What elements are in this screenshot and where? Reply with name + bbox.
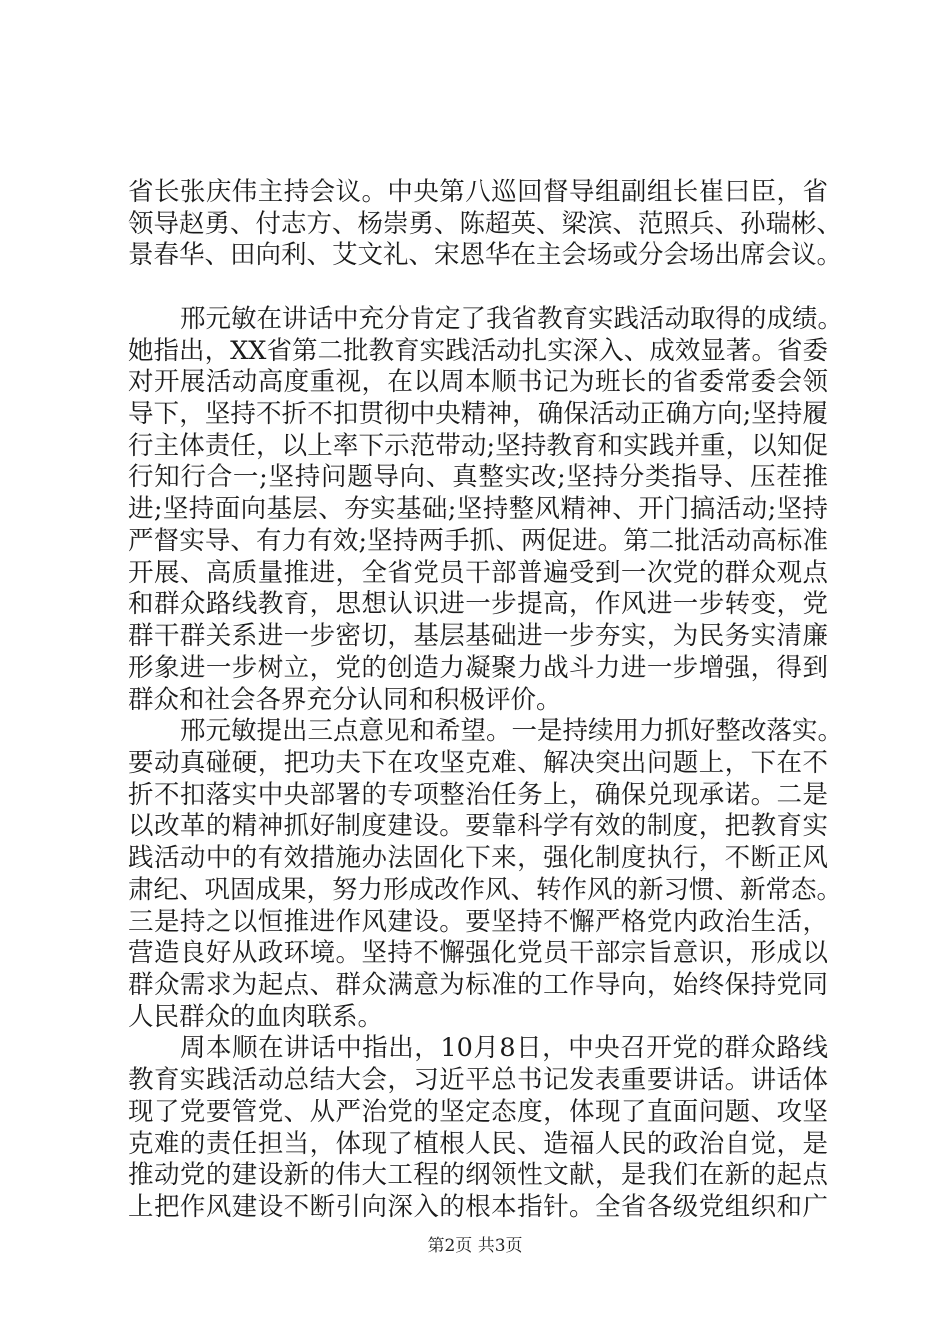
text-line: 推动党的建设新的伟大工程的纲领性文献，是我们在新的起点 [128,1160,828,1191]
text-line: 省长张庆伟主持会议。中央第八巡回督导组副组长崔曰臣，省 [128,177,828,207]
paragraph-first-line: 邢元敏在讲话中充分肯定了我省教育实践活动取得的成绩。 [180,303,844,334]
text-line: 折不扣落实中央部署的专项整治任务上，确保兑现承诺。二是 [128,779,828,810]
text-line: 三是持之以恒推进作风建设。要坚持不懈严格党内政治生活， [128,906,828,937]
text-line: 现了党要管党、从严治党的坚定态度，体现了直面问题、攻坚 [128,1096,828,1127]
text-line: 群众需求为起点、群众满意为标准的工作导向，始终保持党同 [128,969,828,1000]
text-line: 肃纪、巩固成果，努力形成改作风、转作风的新习惯、新常态。 [128,874,843,905]
text-line: 严督实导、有力有效;坚持两手抓、两促进。第二批活动高标准 [128,525,828,556]
text-line: 对开展活动高度重视，在以周本顺书记为班长的省委常委会领 [128,367,828,398]
text-line: 群众和社会各界充分认同和积极评价。 [128,684,562,715]
text-line: 她指出，XX省第二批教育实践活动扎实深入、成效显著。省委 [128,335,828,366]
text-line: 领导赵勇、付志方、杨崇勇、陈超英、梁滨、范照兵、孙瑞彬、 [128,208,843,239]
page-number-footer: 第2页 共3页 [427,1236,523,1256]
text-line: 开展、高质量推进，全省党员干部普遍受到一次党的群众观点 [128,557,828,588]
text-line: 教育实践活动总结大会，习近平总书记发表重要讲话。讲话体 [128,1065,828,1096]
text-line: 人民群众的血肉联系。 [128,1001,384,1032]
text-line: 形象进一步树立，党的创造力凝聚力战斗力进一步增强，得到 [128,652,828,683]
text-line: 践活动中的有效措施办法固化下来，强化制度执行，不断正风 [128,843,828,874]
text-line: 营造良好从政环境。坚持不懈强化党员干部宗旨意识，形成以 [128,938,828,969]
text-line: 进;坚持面向基层、夯实基础;坚持整风精神、开门搞活动;坚持 [128,494,828,525]
text-line: 上把作风建设不断引向深入的根本指针。全省各级党组织和广 [128,1192,828,1222]
text-line: 和群众路线教育，思想认识进一步提高，作风进一步转变，党 [128,589,828,620]
paragraph-first-line: 周本顺在讲话中指出，10月8日，中央召开党的群众路线 [180,1033,828,1064]
text-line: 克难的责任担当，体现了植根人民、造福人民的政治自觉，是 [128,1128,828,1159]
text-line: 以改革的精神抓好制度建设。要靠科学有效的制度，把教育实 [128,811,828,842]
text-line: 导下，坚持不折不扣贯彻中央精神，确保活动正确方向;坚持履 [128,399,828,430]
paragraph-first-line: 邢元敏提出三点意见和希望。一是持续用力抓好整改落实。 [180,716,844,747]
text-line: 行知行合一;坚持问题导向、真整实改;坚持分类指导、压茬推 [128,462,828,493]
text-line: 景春华、田向利、艾文礼、宋恩华在主会场或分会场出席会议。 [128,240,843,271]
text-line: 群干群关系进一步密切，基层基础进一步夯实，为民务实清廉 [128,621,828,652]
text-line: 要动真碰硬，把功夫下在攻坚克难、解决突出问题上，下在不 [128,747,828,778]
text-line: 行主体责任，以上率下示范带动;坚持教育和实践并重，以知促 [128,430,828,461]
